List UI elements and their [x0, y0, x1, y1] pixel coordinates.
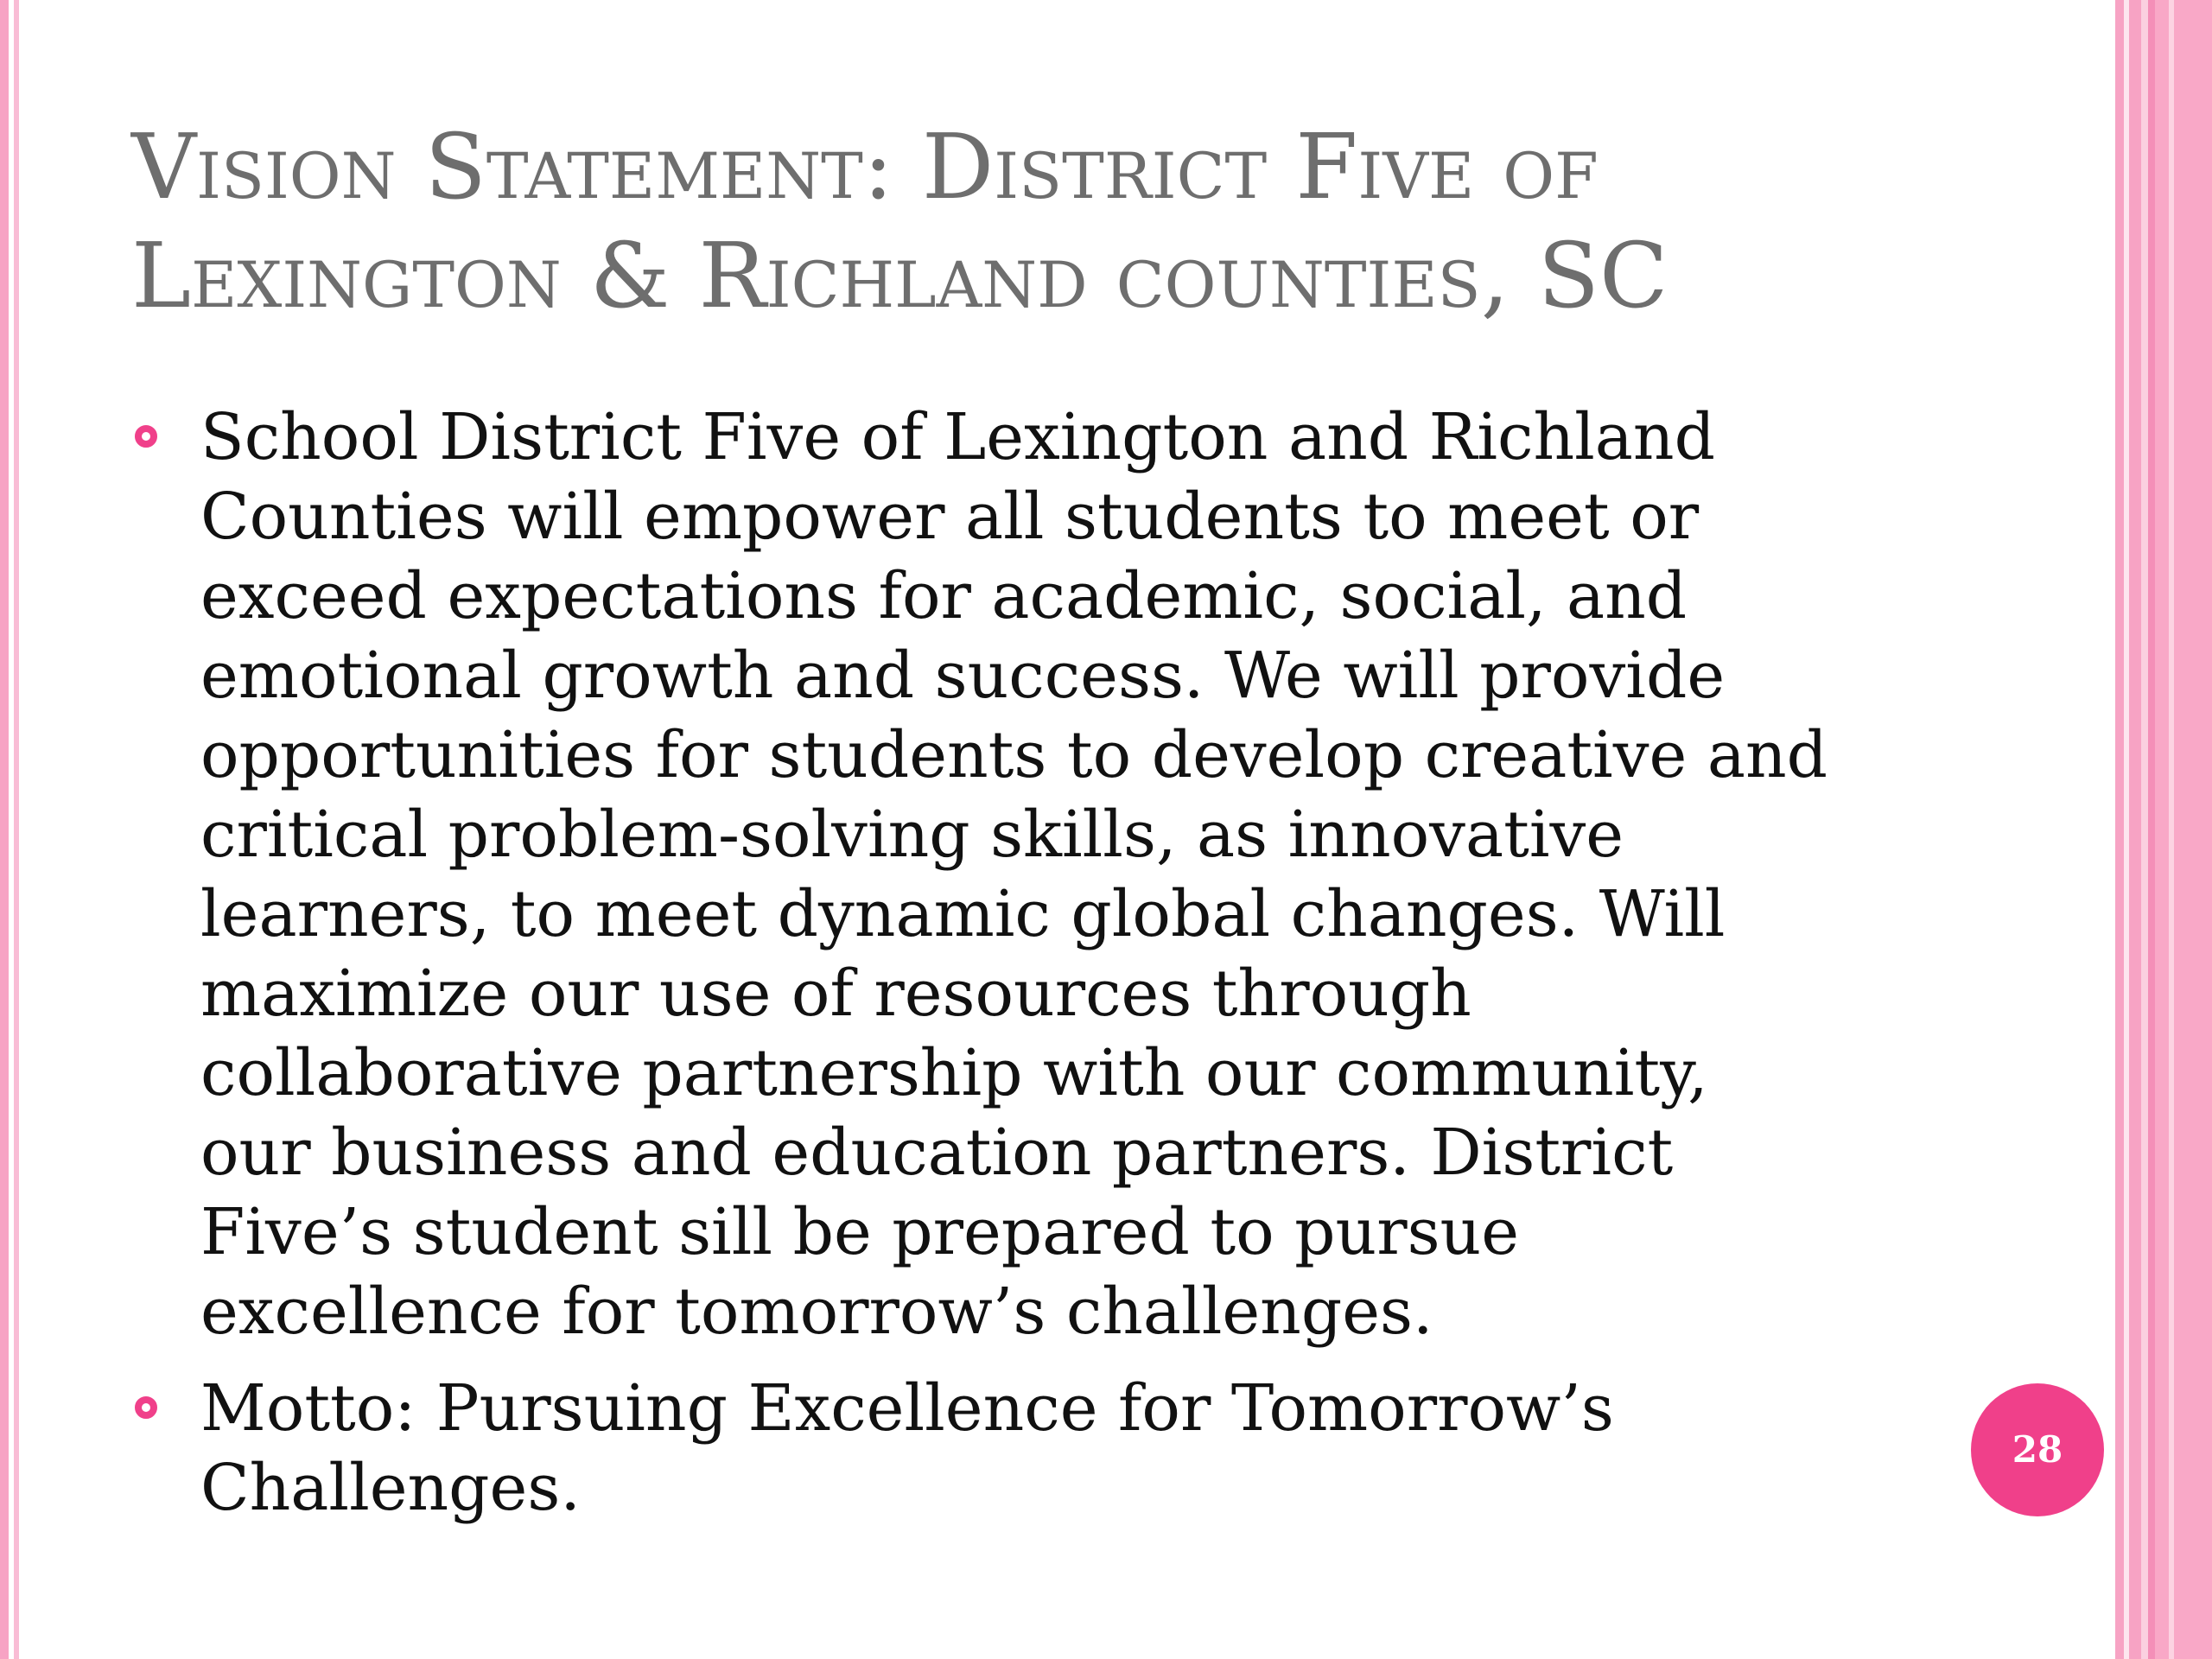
slide-title-line: Vision Statement: District Five of [131, 114, 1599, 219]
bullet-list [130, 397, 1996, 1528]
bullet-item-vision [130, 397, 1996, 1351]
page-number-badge: 28 [1971, 1383, 2104, 1516]
circle-bullet-icon [135, 425, 157, 448]
bullet-item-motto [130, 1369, 1996, 1528]
bullet-text-line: emotional growth and success. We will provide [200, 639, 1726, 713]
bullet-text-line: our business and education partners. District [200, 1116, 1674, 1190]
right-border-stripe [2115, 0, 2124, 1659]
right-border-band [2155, 0, 2212, 1659]
right-border-stripe [2129, 0, 2141, 1659]
bullet-text-line: learners, to meet dynamic global changes. Will [200, 877, 1726, 951]
left-border-stripe [0, 0, 9, 1659]
bullet-text-line: School District Five of Lexington and Richland [200, 400, 1715, 474]
bullet-text-line: Five’s student sill be prepared to pursue [200, 1195, 1519, 1269]
bullet-text-line: exceed expectations for academic, social, and [200, 559, 1688, 633]
bullet-text-line: collaborative partnership with our community, [200, 1036, 1708, 1110]
bullet-text-line: maximize our use of resources through [200, 957, 1471, 1031]
bullet-text-line: Challenges. [200, 1451, 581, 1525]
bullet-text-line: opportunities for students to develop creative and [200, 718, 1827, 792]
right-border-stripe [2169, 0, 2174, 1659]
circle-bullet-icon [135, 1396, 157, 1419]
slide-title-line: Lexington & Richland counties, SC [131, 223, 1669, 328]
right-border-stripe [2148, 0, 2155, 1659]
bullet-text-line: Motto: Pursuing Excellence for Tomorrow’s [200, 1371, 1614, 1446]
slide-title [131, 112, 2032, 330]
bullet-text-line: critical problem-solving skills, as innovative [200, 798, 1624, 872]
left-border-stripe-inner [14, 0, 19, 1659]
bullet-text-line: Counties will empower all students to meet or [200, 480, 1700, 554]
bullet-text-line: excellence for tomorrow’s challenges. [200, 1274, 1433, 1349]
right-border-stripe [2141, 0, 2148, 1659]
